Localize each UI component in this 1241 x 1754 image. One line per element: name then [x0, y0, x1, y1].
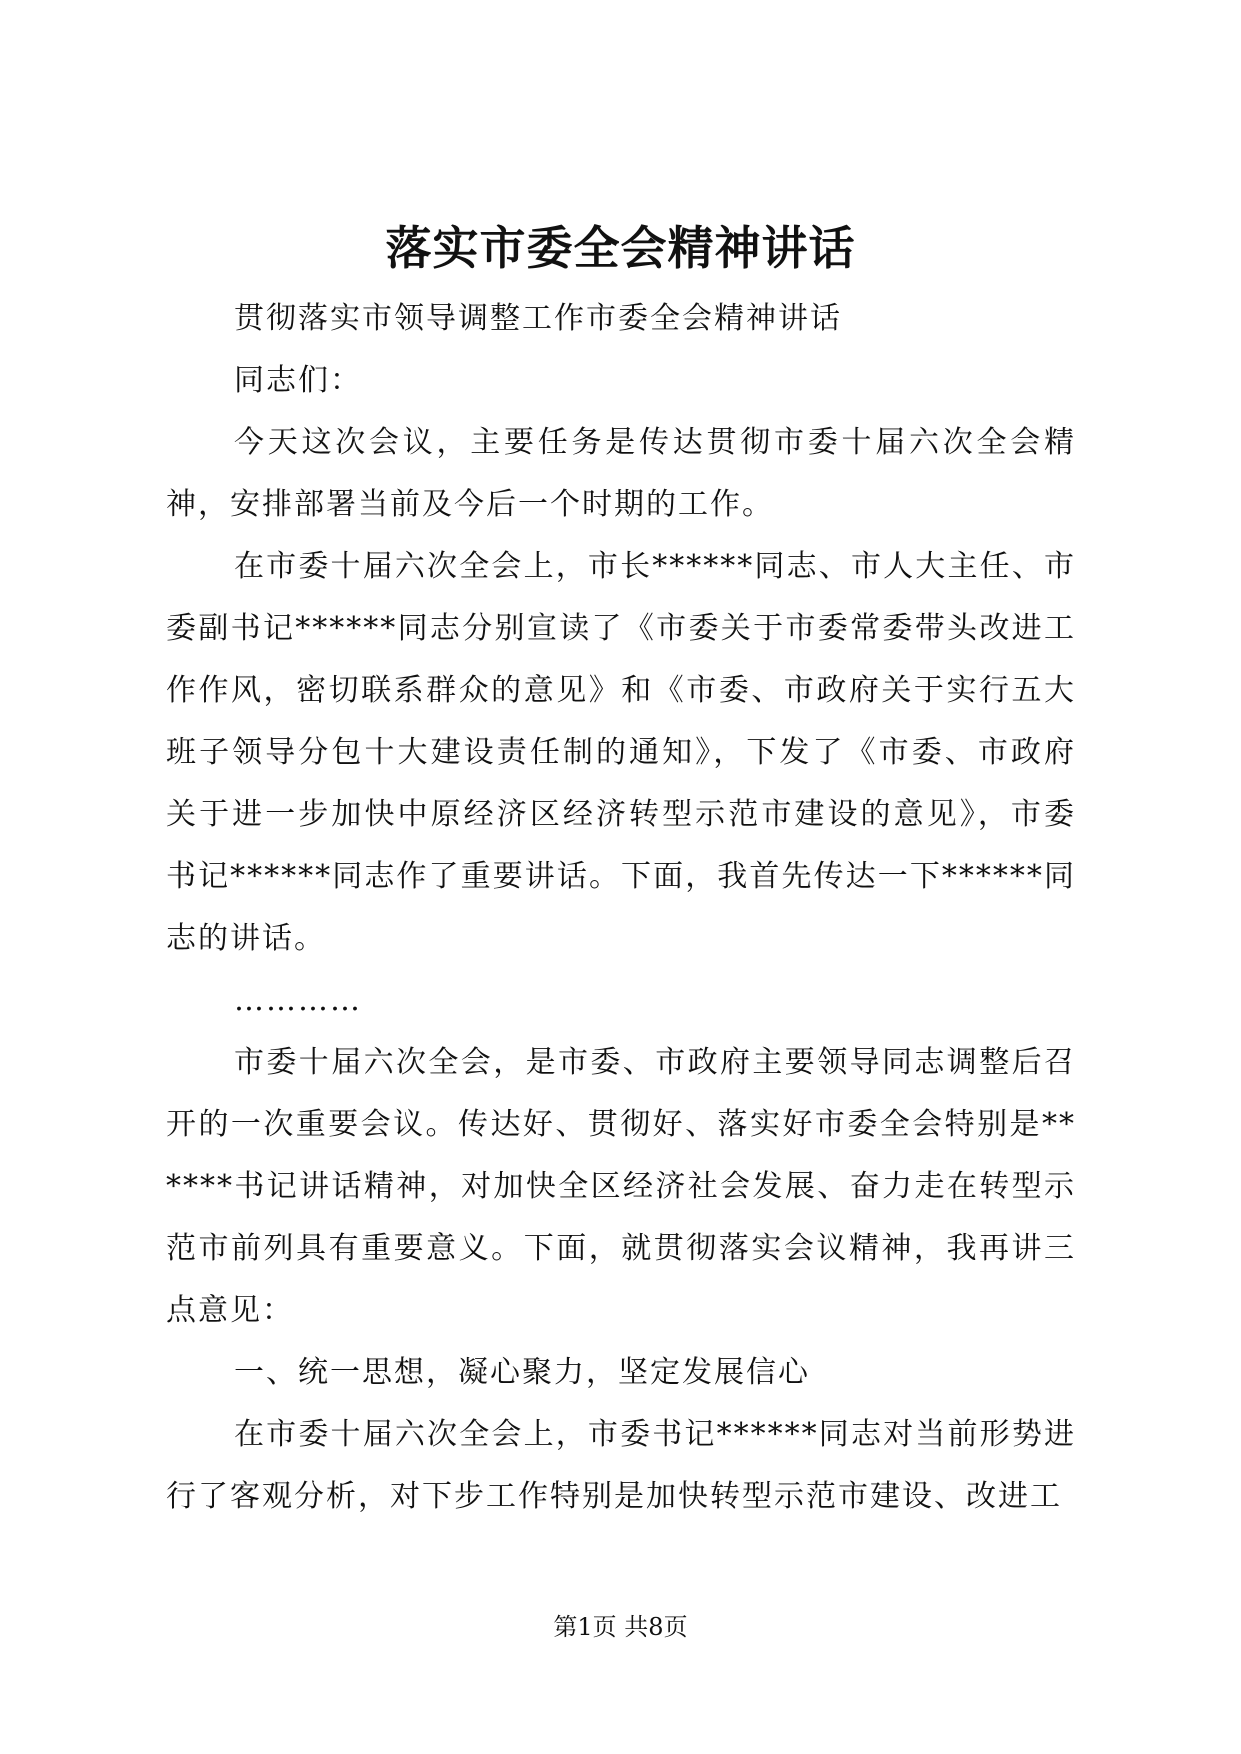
paragraph-significance: 市委十届六次全会，是市委、市政府主要领导同志调整后召开的一次重要会议。传达好、贯彻好、落实好市委全会特别是******书记讲话精神，对加快全区经济社会发展、奋力走在转型示范市前列具有重要意义。下面，就贯彻落实会议精神，我再讲三点意见：	[166, 1045, 1076, 1328]
paragraph-salutation: 同志们：	[234, 363, 362, 398]
paragraph-meeting-summary: 在市委十届六次全会上，市长******同志、市人大主任、市委副书记******同志分别宣读了《市委关于市委常委带头改进工作作风，密切联系群众的意见》和《市委、市政府关于实行五大班子领导分包十大建设责任制的通知》，下发了《市委、市政府关于进一步加快中原经济区经济转型示范市建设的意见》，市委书记******同志作了重要讲话。下面，我首先传达一下******同志的讲话。	[166, 549, 1076, 956]
document-body	[166, 288, 1076, 1528]
document-title: 落实市委全会精神讲话	[385, 221, 856, 275]
paragraph-section-1: 在市委十届六次全会上，市委书记******同志对当前形势进行了客观分析，对下步工作特别是加快转型示范市建设、改进工	[166, 1417, 1076, 1514]
section-heading-1: 一、统一思想，凝心聚力，坚定发展信心	[234, 1355, 810, 1390]
paragraph-ellipsis: …………	[234, 983, 362, 1018]
paragraph-subtitle: 贯彻落实市领导调整工作市委全会精神讲话	[234, 301, 842, 336]
page-number-footer: 第1页 共8页	[553, 1613, 688, 1641]
paragraph-intro: 今天这次会议，主要任务是传达贯彻市委十届六次全会精神，安排部署当前及今后一个时期的工作。	[166, 425, 1076, 522]
